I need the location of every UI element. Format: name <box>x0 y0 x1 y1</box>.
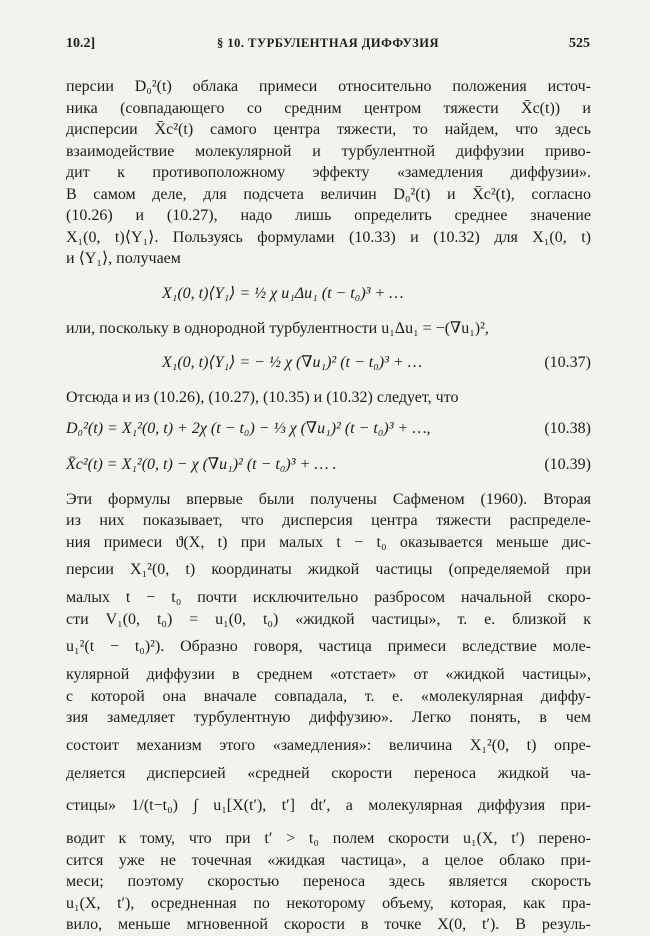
text-line: Отсюда и из (10.26), (10.27), (10.35) и (10.32) следует, что <box>66 389 459 406</box>
text-line: персии X₁²(0, t) координаты жидкой частицы (определяемой при <box>66 561 591 578</box>
text-line: В самом деле, для подсчета величин D₀²(t) и X̄c²(t), согласно <box>66 185 591 203</box>
text-line: стицы» 1/(t−t₀) ∫ u₁[X(t′), t′] dt′, а молекулярная диффузия при- <box>66 797 591 814</box>
equation-formula: D₀²(t) = X₁²(0, t) + 2χ (t − t₀) − ⅓ χ (∇u₁)² (t − t₀)³ + …, <box>66 419 431 437</box>
section-reference: 10.2] <box>66 36 96 51</box>
text-line: водит к тому, что при t′ > t₀ полем скорости u₁(X, t′) перено- <box>66 830 591 847</box>
text-line: ния примеси ϑ(X, t) при малых t − t₀ оказывается меньше дис- <box>66 533 591 551</box>
text-line: сти V₁(0, t₀) = u₁(0, t₀) «жидкой частицы», т. е. близкой к <box>66 610 591 628</box>
running-title: § 10. ТУРБУЛЕНТНАЯ ДИФФУЗИЯ <box>217 36 439 50</box>
equation-10-38 <box>66 417 591 441</box>
text-line: малых t − t₀ почти исключительно разбросом начальной скоро- <box>66 589 591 606</box>
text-line: Эти формулы впервые были получены Сафменом (1960). Вторая <box>66 490 591 508</box>
equation-formula: X₁(0, t)⟨Y₁⟩ = ½ χ u₁Δu₁ (t − t₀)³ + … <box>162 284 404 302</box>
page-body <box>66 76 591 936</box>
text-line: меси; поэтому скоростью переноса здесь является скорость <box>66 873 591 890</box>
text-line: деляется дисперсией «средней скорости переноса жидкой ча- <box>66 764 591 782</box>
equation-unnumbered <box>66 282 591 306</box>
equation-10-39 <box>66 453 591 477</box>
equation-number: (10.37) <box>544 354 591 371</box>
text-line: дисперсии X̄c²(t) самого центра тяжести, то найдем, что здесь <box>66 121 591 138</box>
text-line: (10.26) и (10.27), надо лишь определить среднее значение <box>66 207 591 224</box>
text-line: u₁(X, t′), осредненная по некоторому объему, которая, как пра- <box>66 894 591 912</box>
equation-number: (10.38) <box>544 419 591 437</box>
paragraph-1 <box>66 76 591 270</box>
running-header <box>66 36 590 56</box>
page-number: 525 <box>569 36 590 51</box>
text-line: ника (совпадающего со средним центром тяжести X̄c(t)) и <box>66 99 591 117</box>
text-line: из них показывает, что дисперсия центра тяжести распределе- <box>66 512 591 529</box>
equation-number: (10.39) <box>544 455 591 473</box>
text-line: с которой она вначале совпадала, т. е. «молекулярная диффу- <box>66 687 591 705</box>
equation-10-37 <box>66 351 591 375</box>
text-line: сится уже не точечная «жидкая частица», а целое облако при- <box>66 851 591 869</box>
text-line: зия замедляет турбулентную диффузию». Легко понять, в чем <box>66 709 591 726</box>
text-line: или, поскольку в однородной турбулентности u₁Δu₁ = −(∇u₁)², <box>66 319 489 337</box>
equation-formula: X₁(0, t)⟨Y₁⟩ = − ½ χ (∇u₁)² (t − t₀)³ + … <box>162 354 422 371</box>
text-line: вило, меньше мгновенной скорости в точке X(0, t′). В резуль- <box>66 916 591 933</box>
text-line: дит к противоположному эффекту «замедления диффузии». <box>66 164 591 181</box>
text-line: X₁(0, t)⟨Y₁⟩. Пользуясь формулами (10.33) и (10.32) для X₁(0, t) <box>66 228 591 246</box>
text-line: персии D₀²(t) облака примеси относительно положения источ- <box>66 78 591 95</box>
text-line: состоит механизм этого «замедления»: величина X₁²(0, t) опре- <box>66 736 591 754</box>
text-line: и ⟨Y₁⟩, получаем <box>66 250 181 267</box>
paragraph-2 <box>66 489 591 936</box>
text-line: взаимодействие молекулярной и турбулентной диффузии приво- <box>66 142 591 160</box>
text-line: кулярной диффузии в среднем «отстает» от «жидкой частицы», <box>66 666 591 683</box>
text-line: u₁²(t − t₀)²). Образно говоря, частица примеси вследствие моле- <box>66 638 591 655</box>
equation-formula: X̄c²(t) = X₁²(0, t) − χ (∇u₁)² (t − t₀)³ + … . <box>66 455 337 473</box>
